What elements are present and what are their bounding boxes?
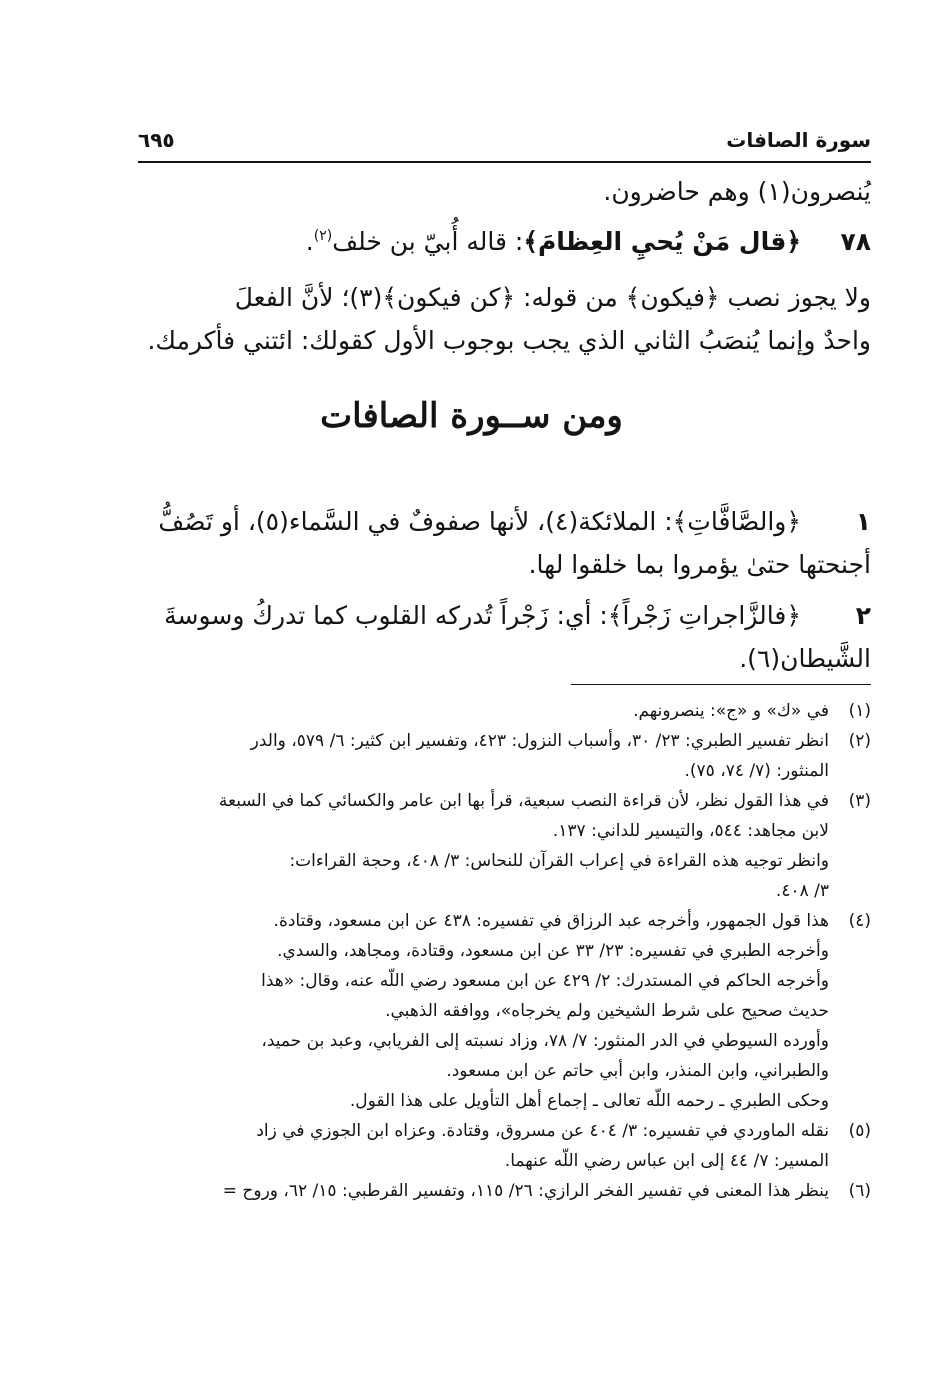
- footnote-3: [108, 786, 871, 906]
- footnotes: [108, 696, 871, 1206]
- footnote-line: وأخرجه الطبري في تفسيره: ٢٣/ ٣٣ عن ابن مسعود، وقتادة، ومجاهد، والسدي.: [277, 941, 829, 961]
- continuation-line: [128, 170, 871, 213]
- page-number: ٦٩٥: [138, 128, 175, 152]
- continuation-text: يُنصرون(١) وهم حاضرون.: [603, 177, 871, 206]
- chapter-title: ومن ســورة الصافات: [320, 396, 623, 436]
- footnote-line: نقله الماوردي في تفسيره: ٣/ ٤٠٤ عن مسروق، وقتادة. وعزاه ابن الجوزي في زاد: [256, 1121, 829, 1141]
- footnote-2: [108, 726, 871, 786]
- footnote-line: ينظر هذا المعنى في تفسير الفخر الرازي: ٢٦/ ١١٥، وتفسير القرطبي: ١٥/ ٦٢، وروح =: [222, 1181, 829, 1201]
- running-header: [138, 128, 871, 158]
- footnote-line: ٣/ ٤٠٨.: [775, 881, 829, 901]
- footnote-number: (٥): [848, 1121, 871, 1141]
- footnote-line: وانظر توجيه هذه القراءة في إعراب القرآن للنحاس: ٣/ ٤٠٨، وحجة القراءات:: [289, 851, 829, 871]
- footnote-5: [108, 1116, 871, 1176]
- footnote-line: هذا قول الجمهور، وأخرجه عبد الرزاق في تفسيره: ٤٣٨ عن ابن مسعود، وقتادة.: [273, 911, 829, 931]
- verse-number: ٢: [855, 601, 871, 630]
- footnote-line: حديث صحيح على شرط الشيخين ولم يخرجاه»، ووافقه الذهبي.: [385, 1001, 829, 1021]
- verse-2-line-2: الشَّيطان(٦).: [739, 644, 871, 673]
- verse-78: [128, 220, 871, 263]
- footnote-ref: (٢): [313, 228, 333, 244]
- footnote-4: [108, 906, 871, 1116]
- footnote-number: (٦): [848, 1181, 871, 1201]
- footnote-number: (٤): [848, 911, 871, 931]
- footnote-number: (٣): [848, 791, 871, 811]
- footnote-divider: [571, 684, 871, 685]
- footnote-line: وحكى الطبري ـ رحمه اللّه تعالى ـ إجماع أهل التأويل على هذا القول.: [349, 1091, 829, 1111]
- header-surah-title: سورة الصافات: [726, 128, 871, 152]
- verse-78-text: [128, 220, 801, 263]
- footnote-6: [108, 1176, 871, 1206]
- footnote-number: (١): [848, 701, 871, 721]
- verse-1: [128, 500, 871, 586]
- commentary-paragraph: [128, 276, 871, 362]
- verse-number: ١: [855, 507, 871, 536]
- verse-1-line-2: أجنحتها حتىٰ يؤمروا بما خلقوا لها.: [528, 550, 871, 579]
- footnote-line: المسير: ٧/ ٤٤ إلى ابن عباس رضي اللّه عنهما.: [504, 1151, 829, 1171]
- footnote-line: انظر تفسير الطبري: ٢٣/ ٣٠، وأسباب النزول: ٤٢٣، وتفسير ابن كثير: ٦/ ٥٧٩، والدر: [250, 731, 829, 751]
- footnote-1: [108, 696, 871, 726]
- footnote-line: وأورده السيوطي في الدر المنثور: ٧/ ٧٨، وزاد نسبته إلى الفريابي، وعبد بن حميد،: [261, 1031, 829, 1051]
- quran-quote: ﴿قال مَنْ يُحيِ العِظامَ﴾: [523, 227, 801, 256]
- verse-1-text: [128, 500, 871, 586]
- paragraph-line-1: ولا يجوز نصب ﴿فيكون﴾ من قوله: ﴿كن فيكون﴾(٣)؛ لأنَّ الفعلَ: [234, 283, 871, 312]
- paragraph-line-2: واحدٌ وإنما يُنصَبُ الثاني الذي يجب بوجوب الأول كقولك: ائتني فأكرمك.: [147, 326, 871, 355]
- footnote-line: في «ك» و «ج»: ينصرونهم.: [633, 701, 829, 721]
- footnote-line: لابن مجاهد: ٥٤٤، والتيسير للداني: ١٣٧.: [552, 821, 829, 841]
- verse-number: ٧٨: [840, 227, 871, 256]
- verse-78-commentary: : قاله أُبيّ بن خلف: [332, 227, 524, 256]
- verse-2-text: [128, 594, 871, 680]
- period: .: [305, 227, 314, 256]
- footnote-line: والطبراني، وابن المنذر، وابن أبي حاتم عن ابن مسعود.: [446, 1061, 829, 1081]
- footnote-number: (٢): [848, 731, 871, 751]
- footnote-line: في هذا القول نظر، لأن قراءة النصب سبعية، قرأ بها ابن عامر والكسائي كما في السبعة: [218, 791, 829, 811]
- footnote-line: وأخرجه الحاكم في المستدرك: ٢/ ٤٢٩ عن ابن مسعود رضي اللّه عنه، وقال: «هذا: [261, 971, 829, 991]
- verse-1-line-1: ﴿والصَّافَّاتِ﴾: الملائكة(٤)، لأنها صفوفٌ في السَّماء(٥)، أو تَصُفُّ: [158, 507, 801, 536]
- verse-2-line-1: ﴿فالزَّاجراتِ زَجْراً﴾: أي: زَجْراً تُدركه القلوب كما تدركُ وسوسةَ: [164, 601, 801, 630]
- verse-2: [128, 594, 871, 680]
- header-divider: [138, 161, 871, 163]
- footnote-line: المنثور: (٧/ ٧٤، ٧٥).: [684, 761, 829, 781]
